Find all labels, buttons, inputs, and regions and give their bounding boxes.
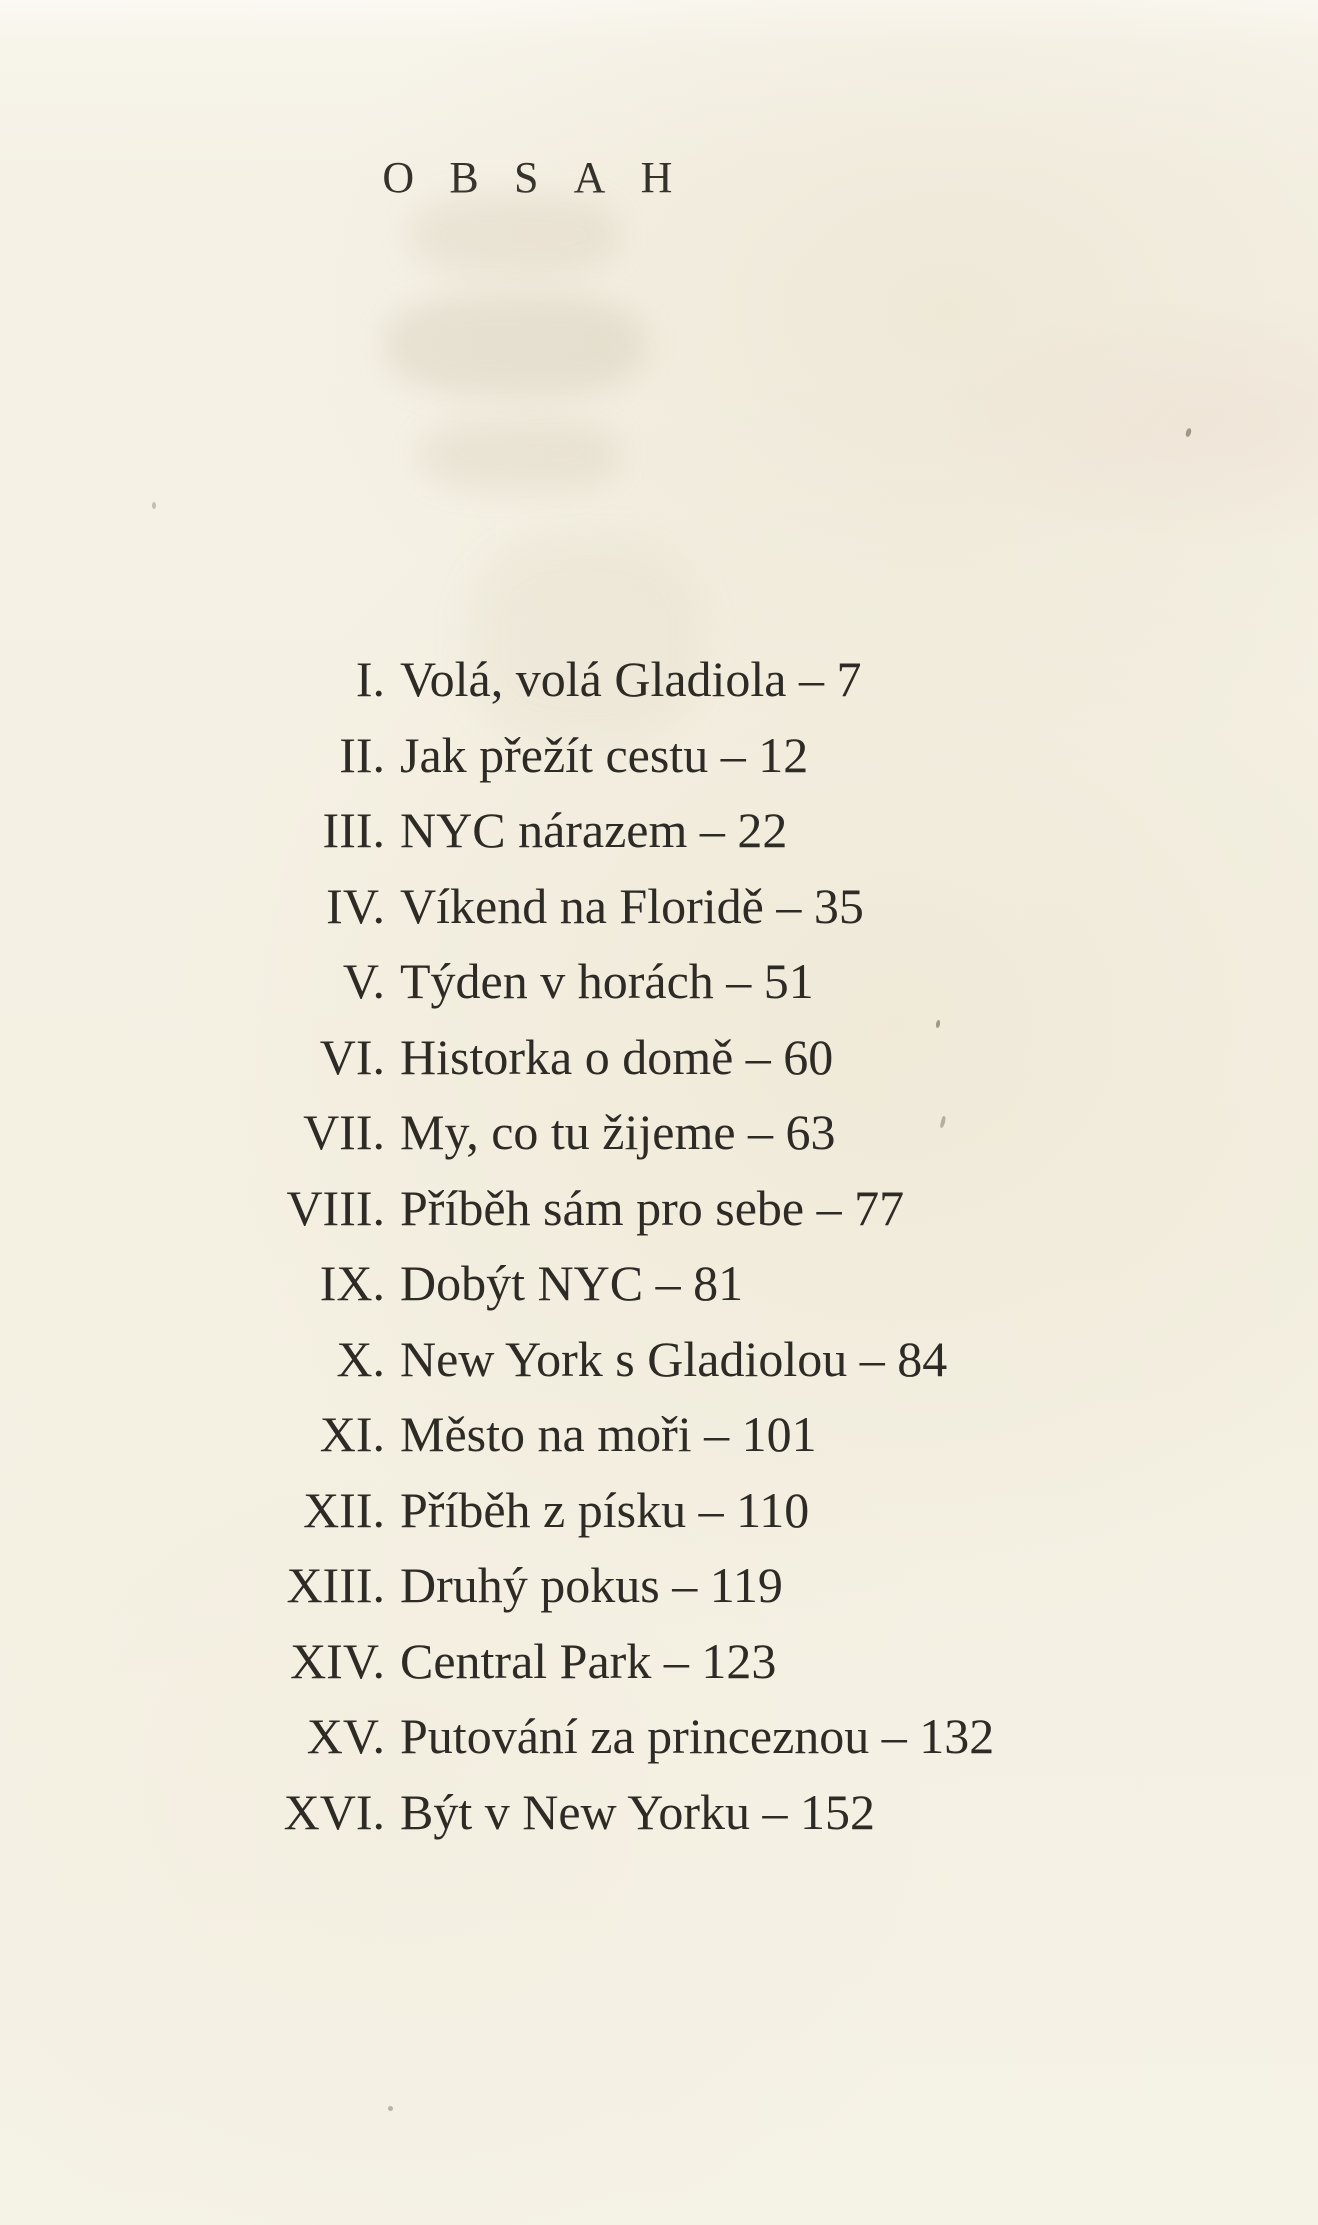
toc-entry-title-and-page: My, co tu žijeme – 63 [400, 1104, 836, 1160]
toc-entry-title-and-page: Dobýt NYC – 81 [400, 1255, 744, 1311]
toc-entry-numeral: XV. [306, 1708, 385, 1764]
toc-entry-numeral: VI. [319, 1028, 385, 1085]
toc-entry-title-and-page: NYC nárazem – 22 [400, 802, 788, 858]
toc-entry-title-and-page: Jak přežít cestu – 12 [400, 726, 809, 783]
toc-entry [0, 1624, 1318, 1700]
toc-entry-numeral: IX. [319, 1255, 385, 1311]
toc-entry [0, 1095, 1318, 1171]
bleedthrough-artifact [420, 420, 620, 490]
toc-entry [0, 944, 1318, 1020]
scan-speck [388, 2106, 393, 2111]
toc-entry [0, 1548, 1318, 1624]
toc-entry-title-and-page: Týden v horách – 51 [400, 953, 814, 1009]
toc-entry [0, 1020, 1318, 1096]
toc-entry-title-and-page: Příběh sám pro sebe – 77 [400, 1179, 905, 1236]
page-title: OBSAH [382, 153, 708, 202]
toc-entry-numeral: XIII. [286, 1557, 385, 1613]
toc-entry [0, 793, 1318, 869]
table-of-contents [0, 642, 1318, 1850]
scan-speck [1185, 427, 1193, 437]
toc-entry-title-and-page: New York s Gladiolou – 84 [400, 1330, 948, 1387]
scan-speck [152, 502, 156, 509]
toc-entry [0, 1322, 1318, 1398]
toc-entry [0, 1397, 1318, 1473]
toc-entry-numeral: VIII. [286, 1179, 385, 1236]
toc-entry-title-and-page: Central Park – 123 [400, 1632, 777, 1689]
toc-entry-numeral: V. [342, 953, 385, 1009]
toc-entry-numeral: I. [355, 651, 385, 707]
toc-entry-title-and-page: Víkend na Floridě – 35 [400, 877, 864, 934]
toc-entry [0, 869, 1318, 945]
toc-entry-numeral: II. [339, 726, 385, 783]
toc-entry-numeral: XIV. [290, 1632, 385, 1689]
toc-entry-title-and-page: Volá, volá Gladiola – 7 [400, 651, 862, 707]
toc-entry [0, 718, 1318, 794]
toc-entry-title-and-page: Druhý pokus – 119 [400, 1557, 783, 1613]
bleedthrough-artifact [385, 295, 645, 395]
toc-entry-numeral: III. [322, 802, 385, 858]
toc-entry-numeral: IV. [326, 877, 385, 934]
toc-entry-title-and-page: Být v New Yorku – 152 [400, 1783, 876, 1840]
toc-entry-numeral: XI. [319, 1406, 385, 1462]
toc-entry [0, 1699, 1318, 1775]
toc-entry-title-and-page: Historka o domě – 60 [400, 1028, 834, 1085]
bleedthrough-artifact [410, 195, 620, 275]
toc-entry-title-and-page: Město na moři – 101 [400, 1406, 817, 1462]
toc-entry [0, 1775, 1318, 1851]
toc-entry-title-and-page: Příběh z písku – 110 [400, 1481, 810, 1538]
toc-entry [0, 642, 1318, 718]
toc-entry-numeral: XVI. [283, 1783, 385, 1840]
toc-entry-numeral: XII. [303, 1481, 385, 1538]
toc-entry [0, 1171, 1318, 1247]
toc-entry-title-and-page: Putování za princeznou – 132 [400, 1708, 995, 1764]
toc-entry-numeral: VII. [303, 1104, 385, 1160]
toc-entry [0, 1246, 1318, 1322]
toc-entry-numeral: X. [336, 1330, 385, 1387]
toc-entry [0, 1473, 1318, 1549]
